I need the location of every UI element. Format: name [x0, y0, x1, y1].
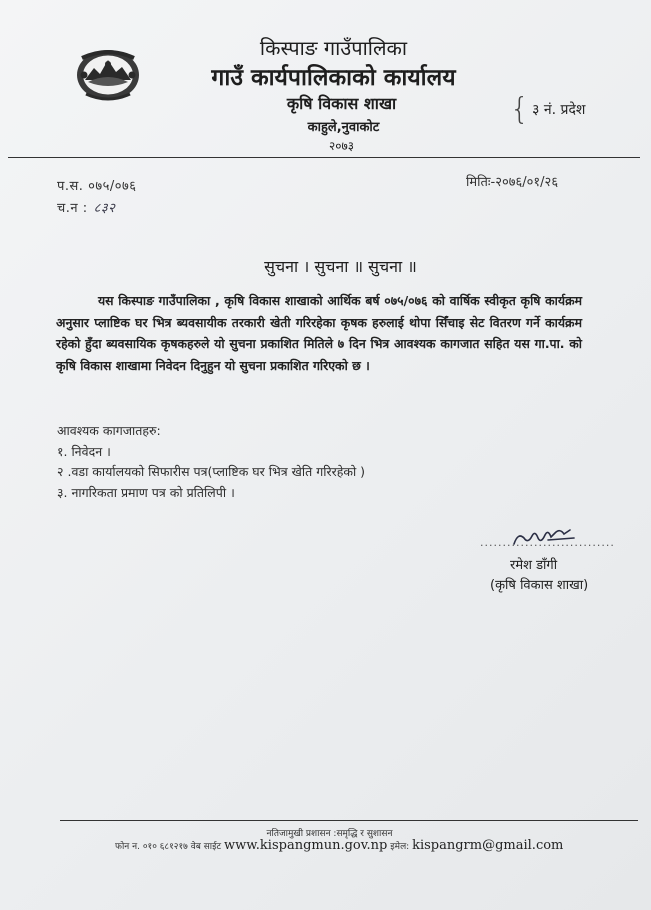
municipality-name: किस्पाङ गाउँपालिका: [259, 36, 408, 60]
dispatch-label: च.न :: [57, 201, 88, 216]
document-item: ३. नागरिकता प्रमाण पत्र को प्रतिलिपी ।: [57, 484, 235, 500]
footer-phone: फोन न. ०१० ६८१२१७: [115, 842, 188, 852]
footer-website: www.kispangmun.gov.np: [223, 838, 388, 853]
dispatch-number: [57, 198, 115, 216]
footer-email: kispangrm@gmail.com: [412, 838, 564, 853]
footer-contact: [115, 838, 563, 853]
required-documents: [57, 421, 365, 503]
notice-title: सुचना । सुचना ॥ सुचना ॥: [264, 257, 417, 276]
signature-line: ..............................: [480, 536, 615, 549]
letter-date: मितिः-२०७६/०१/२६: [466, 175, 559, 190]
province-label: [510, 92, 585, 127]
office-location: काहुले,नुवाकोट: [307, 120, 380, 135]
document-item: २ .वडा कार्यालयको सिफारीस पत्र(प्लाष्टिक घर भित्र खेति गरिरहेको ): [57, 464, 366, 479]
signatory-department: (कृषि विकास शाखा): [490, 578, 589, 593]
footer-website-label: वेब साईट: [190, 842, 222, 852]
section-name: कृषि विकास शाखा: [286, 94, 397, 113]
office-name: गाउँ कार्यपालिकाको कार्यालय: [211, 65, 456, 91]
dispatch-value: ८३२: [93, 201, 116, 216]
document-item: १. निवेदन ।: [57, 443, 111, 459]
footer-email-label: इमेल:: [390, 842, 410, 852]
footer-divider: [60, 820, 638, 821]
letter-reference-number: प.स. ०७५/०७६: [57, 179, 137, 194]
signatory-name: रमेश डाँगी: [510, 558, 558, 573]
notice-body: यस किस्पाङ गाउँपालिका , कृषि विकास शाखाको आर्थिक बर्ष ०७५/०७६ को वार्षिक स्वीकृत कृषि कार्यक्रम अनुसार प्लाष्टिक घर भित्र ब्यवसायीक तरकारी खेती गरिरहेका कृषक हरुलाई थोपा सिँचाइ सेट वितरण गर्ने कार्यक्रम रहेको हुँदा ब्यवसायिक कृषकहरुले यो सुचना प्रकाशित मितिले ७ दिन भित्र आवश्यक कागजात सहित यस गा.पा. को कृषि विकास शाखामा निवेदन दिनुहुन यो सुचना प्रकाशित गरिएको छ ।: [56, 293, 582, 373]
brace-icon: {: [510, 92, 530, 127]
province-text: ३ नं. प्रदेश: [532, 102, 586, 118]
documents-heading: आवश्यक कागजातहरु:: [57, 423, 161, 438]
footer-motto: नतिजामुखी प्रशासन :समृद्धि र सुशासन: [266, 829, 393, 839]
office-year: २०७३: [329, 139, 354, 153]
header-divider: [8, 157, 640, 158]
